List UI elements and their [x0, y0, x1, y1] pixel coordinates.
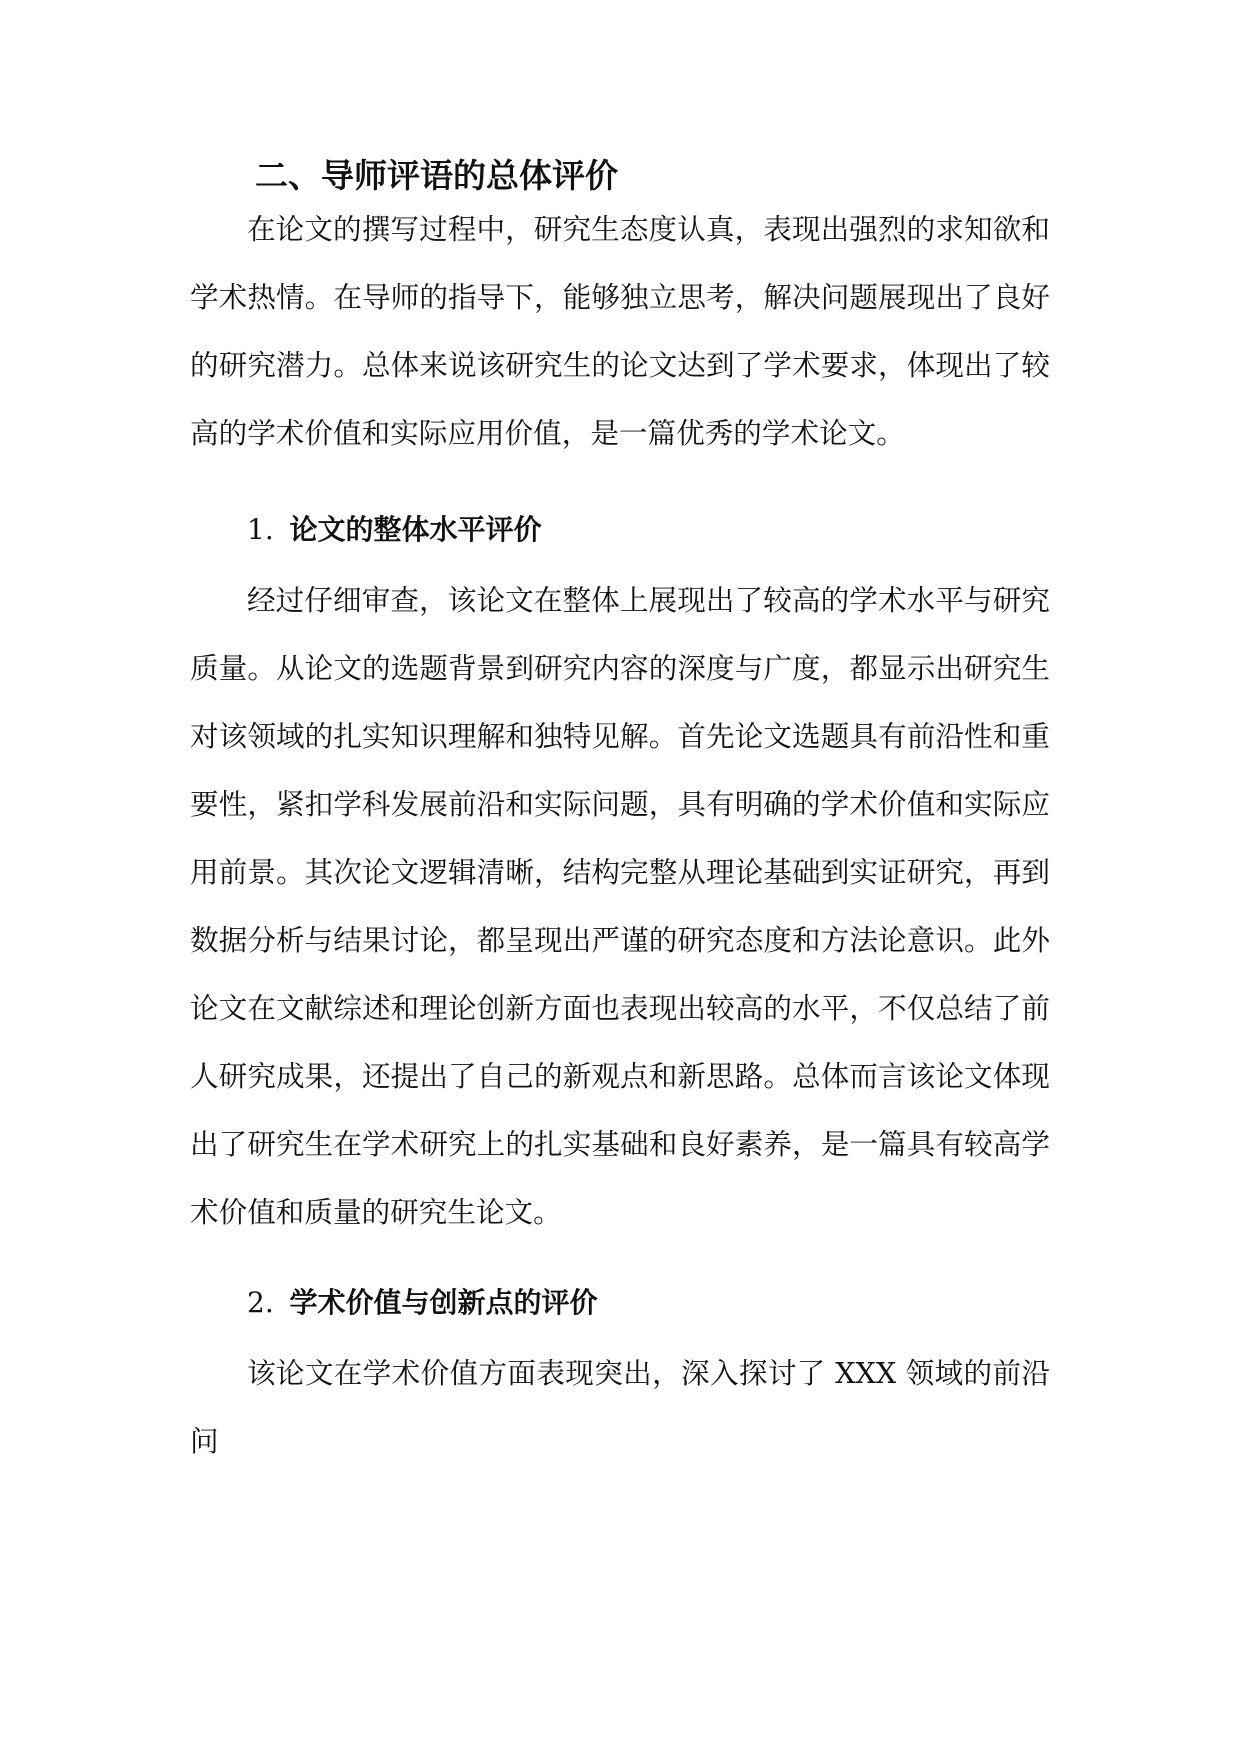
subsection-number: 1. [247, 513, 274, 546]
subsection-paragraph-1: 经过仔细审查，该论文在整体上展现出了较高的学术水平与研究质量。从论文的选题背景到研究内容的深度与广度，都显示出研究生对该领域的扎实知识理解和独特见解。首先论文选题具有前沿性和重要性，紧扣学科发展前沿和实际问题，具有明确的学术价值和实际应用前景。其次论文逻辑清晰，结构完整从理论基础到实证研究，再到数据分析与结果讨论，都呈现出严谨的研究态度和方法论意识。此外论文在文献综述和理论创新方面也表现出较高的水平，不仅总结了前人研究成果，还提出了自己的新观点和新思路。总体而言该论文体现出了研究生在学术研究上的扎实基础和良好素养，是一篇具有较高学术价值和质量的研究生论文。 [190, 583, 1050, 1229]
intro-paragraph: 在论文的撰写过程中，研究生态度认真，表现出强烈的求知欲和学术热情。在导师的指导下，能够独立思考，解决问题展现出了良好的研究潜力。总体来说该研究生的论文达到了学术要求，体现出了较高的学术价值和实际应用价值，是一篇优秀的学术论文。 [190, 212, 1050, 450]
subsection-number: 2. [247, 1286, 274, 1319]
subsection-heading-1 [247, 505, 541, 555]
section-title: 二、导师评语的总体评价 [255, 156, 618, 195]
subsection-heading-2 [247, 1278, 597, 1328]
subsection-title: 学术价值与创新点的评价 [289, 1286, 598, 1319]
subsection-paragraph-2: 该论文在学术价值方面表现突出，深入探讨了 XXX 领域的前沿问 [190, 1356, 1050, 1458]
subsection-title: 论文的整体水平评价 [289, 513, 542, 546]
